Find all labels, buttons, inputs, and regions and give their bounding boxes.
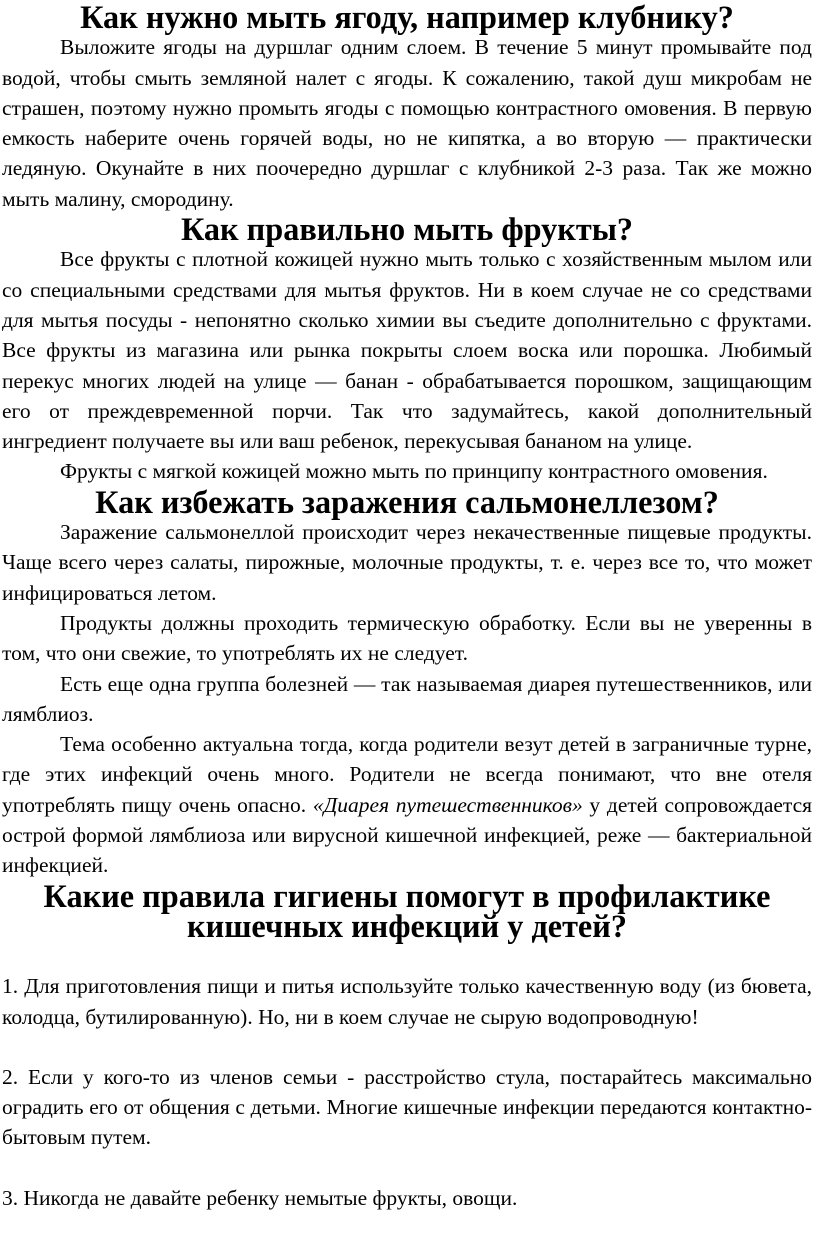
list-item-2: 2. Если у кого-то из членов семьи - расстройство стула, постарайтесь максимально оградить его от общения с детьми. Многие кишечные инфекции передаются контактно-бытовым путем. bbox=[2, 1064, 812, 1150]
paragraph-salmonella-2: Продукты должны проходить термическую обработку. Если вы не уверенны в том, что они свежие, то употреблять их не следует. bbox=[2, 610, 812, 666]
heading-berries: Как нужно мыть ягоду, например клубнику? bbox=[80, 0, 734, 35]
list-item-3: 3. Никогда не давайте ребенку немытые фрукты, овощи. bbox=[2, 1185, 518, 1210]
paragraph-fruits-2: Фрукты с мягкой кожицей можно мыть по принципу контрастного омовения. bbox=[60, 459, 768, 484]
heading-fruits: Как правильно мыть фрукты? bbox=[180, 211, 634, 248]
heading-hygiene: Какие правила гигиены помогут в профилактике кишечных инфекций у детей? bbox=[43, 877, 771, 944]
paragraph-salmonella-4-end: у детей сопровождается острой формой лямблиоза или вирусной кишечной инфекцией, реже — бактериальной инфекцией. bbox=[2, 792, 813, 878]
paragraph-salmonella-4-italic: «Диарея путешественников» bbox=[312, 792, 583, 817]
paragraph-salmonella-3: Есть еще одна группа болезней — так называемая диарея путешественников, или лямблиоз. bbox=[2, 671, 812, 726]
paragraph-fruits-1: Все фрукты с плотной кожицей нужно мыть только с хозяйственным мылом или со специальными средствами для мытья фруктов. Ни в коем случае не со средствами для мытья посуды - непонятно сколько химии вы съедите дополнительно с фруктами. Все фрукты из магазина или рынка покрыты слоем воска или порошка. Любимый перекус многих людей на улице — банан - обрабатывается порошком, защищающим его от преждевременной порчи. Так что задумайтесь, какой дополнительный ингредиент получаете вы или ваш ребенок, перекусывая бананом на улице. bbox=[2, 247, 812, 454]
paragraph-berries: Выложите ягоды на дуршлаг одним слоем. В течение 5 минут промывайте под водой, чтобы смыть земляной налет с ягоды. К сожалению, такой душ микробам не страшен, поэтому нужно промыть ягоды с помощью контрастного омовения. В первую емкость наберите очень горячей воды, но не кипятка, а во вторую — практически ледяную. Окунайте в них поочередно дуршлаг с клубникой 2-3 раза. Так же можно мыть малину, смородину. bbox=[2, 35, 812, 211]
heading-salmonella: Как избежать заражения сальмонеллезом? bbox=[95, 483, 719, 520]
spacer bbox=[2, 1032, 812, 1062]
paragraph-salmonella-1: Заражение сальмонеллой происходит через некачественные пищевые продукты. Чаще всего через салаты, пирожные, молочные продукты, т. е. через все то, что может инфицироваться летом. bbox=[2, 520, 812, 605]
list-item-1: 1. Для приготовления пищи и питья используйте только качественную воду (из бювета, колодца, бутилированную). Но, ни в коем случае не сырую водопроводную! bbox=[2, 974, 812, 1029]
paragraph-salmonella-4-start: Тема особенно актуальна тогда, когда родители везут детей в заграничные турне, где этих инфекций очень много. Родители не всегда понимают, что вне отеля употреблять пищу очень опасно. bbox=[2, 732, 812, 817]
paragraph-salmonella-4 bbox=[2, 729, 812, 880]
spacer bbox=[2, 941, 812, 971]
spacer bbox=[2, 1153, 812, 1183]
